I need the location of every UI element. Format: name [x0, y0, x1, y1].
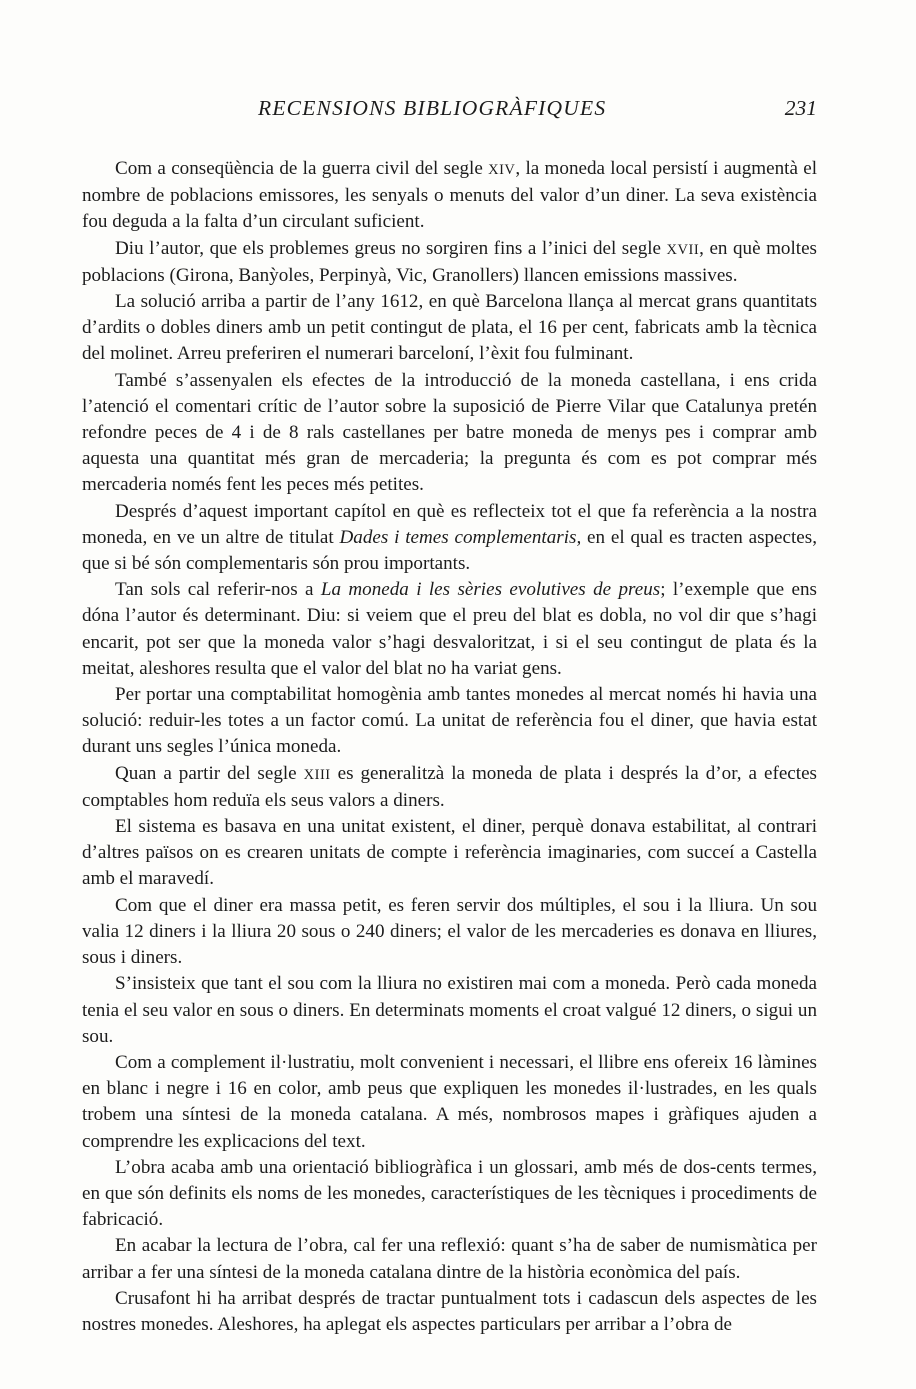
- text-segment: Com a complement il·lustratiu, molt convenient i necessari, el llibre ens ofereix 16 làmines en blanc i negre i 16 en color, amb peus que expliquen les monedes il·lustrades, en les quals trobem una síntesi de la moneda catalana. A més, nombrosos mapes i gràfiques ajuden a comprendre les explicacions del text.: [82, 1051, 817, 1152]
- text-segment: Per portar una comptabilitat homogènia amb tantes monedes al mercat només hi havia una solució: reduir-les totes a un factor comú. La unitat de referència fou el diner, que havia estat durant uns segles l’única moneda.: [82, 684, 817, 758]
- century-numeral: XIII: [303, 766, 331, 783]
- text-segment: , en què moltes poblacions (Girona, Banỳoles, Perpinyà, Vic, Granollers) llancen emissions massives.: [82, 237, 817, 286]
- text-segment: ; l’exemple que ens dóna l’autor és determinant. Diu: si veiem que el preu del blat es dobla, no vol dir que s’hagi encarit, pot ser que la moneda valor s’hagi desvaloritzat, i si el seu contingut de plata és la meitat, aleshores resulta que el valor del blat no ha variat gens.: [82, 579, 817, 679]
- text-segment: S’insisteix que tant el sou com la lliura no existiren mai com a moneda. Però cada moneda tenia el seu valor en sous o diners. En determinats moments el croat valgué 12 diners, o sigui un sou.: [82, 973, 817, 1047]
- text-segment: L’obra acaba amb una orientació bibliogràfica i un glossari, amb més de dos-cents termes, en que són definits els noms de les monedes, característiques de les tècniques i procediments de fabricació.: [82, 1156, 817, 1231]
- text-segment: Quan a partir del segle: [115, 762, 304, 784]
- paragraph: [82, 1286, 817, 1338]
- paragraph: [82, 1050, 817, 1155]
- century-numeral: XVII: [666, 241, 700, 258]
- paragraph: [82, 814, 817, 893]
- text-segment: es generalitzà la moneda de plata i després la d’or, a efectes comptables hom reduïa els seus valors a diners.: [82, 762, 817, 811]
- paragraph: [82, 236, 817, 289]
- paragraph: [82, 577, 817, 682]
- century-numeral: XIV: [488, 162, 516, 178]
- text-segment: Després d’aquest important capítol en què es reflecteix tot el que fa referència a la nostra moneda, en ve un altre de titulat: [82, 500, 817, 548]
- paragraph: [82, 368, 817, 499]
- text-segment: en el qual es tracten aspectes, que si bé són complementaris són prou importants.: [82, 526, 817, 575]
- text-segment: Com a conseqüència de la guerra civil del segle: [115, 158, 489, 179]
- paragraph: [82, 682, 817, 761]
- page-header: [82, 96, 817, 126]
- paragraph: [82, 1155, 817, 1234]
- italic-title: Dades i temes complementaris,: [339, 526, 582, 548]
- paragraph: [82, 289, 817, 368]
- running-title: RECENSIONS BIBLIOGRÀFIQUES: [258, 96, 607, 120]
- text-segment: Tan sols cal referir-nos a: [115, 579, 321, 601]
- text-segment: Crusafont hi ha arribat després de tractar puntualment tots i cadascun dels aspectes de les nostres monedes. Aleshores, ha aplegat els aspectes particulars per arribar a l’obra de: [82, 1287, 817, 1335]
- page-number: 231: [784, 96, 817, 120]
- text-segment: També s’assenyalen els efectes de la introducció de la moneda castellana, i ens crida l’atenció el comentari crític de l’autor sobre la suposició de Pierre Vilar que Catalunya pretén refondre peces de 4 i de 8 rals castellanes per batre moneda de menys pes i comprar amb aquesta una quantitat més gran de mercaderia; la pregunta és com es pot comprar més mercaderia només fent les peces més petites.: [82, 369, 817, 496]
- italic-title: La moneda i les sèries evolutives de preus: [320, 579, 661, 601]
- text-segment: En acabar la lectura de l’obra, cal fer una reflexió: quant s’ha de saber de numismàtica per arribar a fer una síntesi de la moneda catalana dintre de la història econòmica del país.: [82, 1235, 817, 1283]
- paragraph: [82, 156, 817, 236]
- text-segment: Diu l’autor, que els problemes greus no sorgiren fins a l’inici del segle: [115, 237, 667, 259]
- paragraph: [82, 761, 817, 814]
- text-segment: La solució arriba a partir de l’any 1612, en què Barcelona llança al mercat grans quantitats d’ardits o dobles diners amb un petit contingut de plata, el 16 per cent, fabricats amb la tècnica del molinet. Arreu preferiren el numerari barceloní, l’èxit fou fulminant.: [82, 291, 817, 365]
- text-segment: El sistema es basava en una unitat existent, el diner, perquè donava estabilitat, al contrari d’altres països on es crearen unitats de compte i referència imaginaries, com succeí a Castella amb el maravedí.: [82, 816, 817, 890]
- text-segment: Com que el diner era massa petit, es feren servir dos múltiples, el sou i la lliura. Un sou valia 12 diners i la lliura 20 sous o 240 diners; el valor de les mercaderies es donava en lliures, sous i diners.: [82, 894, 817, 969]
- paragraph: [82, 893, 817, 972]
- paragraph: [82, 499, 817, 578]
- text-segment: , la moneda local persistí i augmentà el nombre de poblacions emissores, les senyals o menuts del valor d’un diner. La seva existència fou deguda a la falta d’un circulant suficient.: [82, 158, 817, 233]
- paragraph: [82, 1233, 817, 1285]
- body-text: [82, 156, 817, 1338]
- paragraph: [82, 971, 817, 1050]
